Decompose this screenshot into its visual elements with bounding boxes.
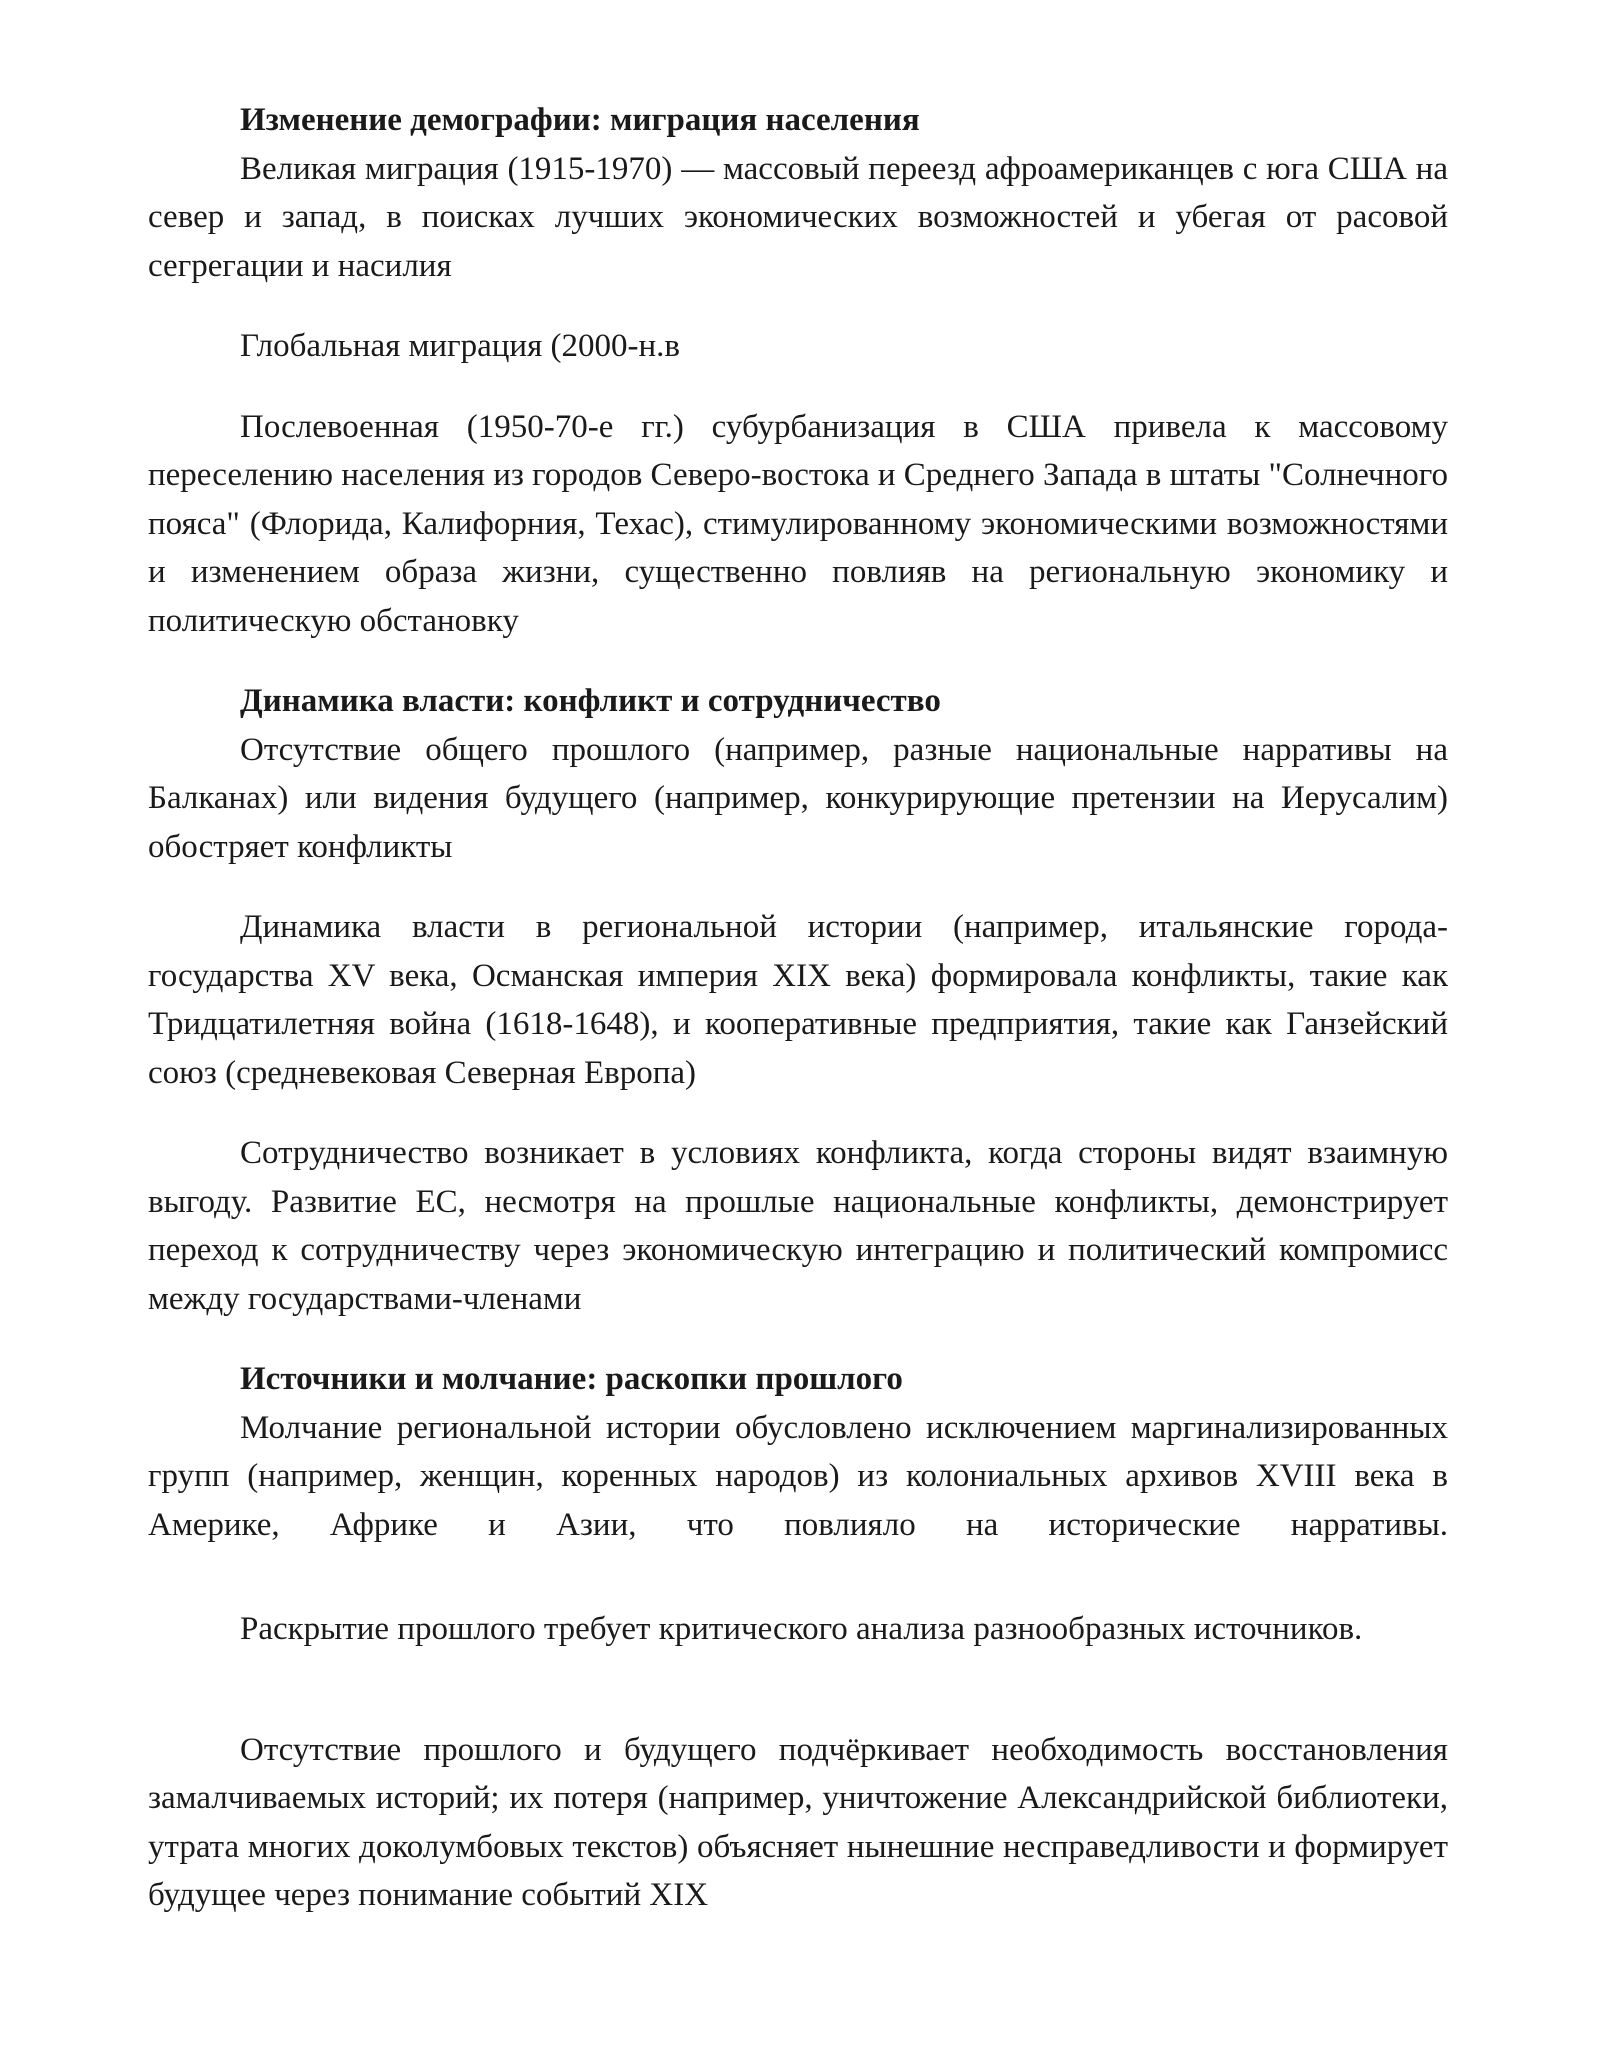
paragraph: Великая миграция (1915-1970) — массовый переезд афроамериканцев с юга США на север и запад, в поисках лучших экономических возможностей и убегая от расовой сегрегации и насилия [148,150,1448,284]
section-heading: Динамика власти: конфликт и сотрудничество [240,683,941,719]
paragraph: Глобальная миграция (2000-н.в [240,328,680,364]
paragraph: Раскрытие прошлого требует критического анализа разнообразных источников. [240,1611,1363,1647]
paragraph: Молчание региональной истории обусловлено исключением маргинализированных групп (например, женщин, коренных народов) из колониальных архивов XVIII века в Америке, Африке и Азии, что повлияло на исторические нарративы. [148,1409,1448,1543]
paragraph: Послевоенная (1950-70-е гг.) субурбанизация в США привела к массовому переселению населения из городов Северо-востока и Среднего Запада в штаты "Солнечного пояса" (Флорида, Калифорния, Техас), стимулированному экономическими возможностями и изменением образа жизни, существенно повлияв на региональную экономику и политическую обстановку [148,408,1448,639]
paragraph: Динамика власти в региональной истории (например, итальянские города-государства XV века, Османская империя XIX века) формировала конфликты, такие как Тридцатилетняя война (1618-1648), и кооперативные предприятия, такие как Ганзейский союз (средневековая Северная Европа) [148,909,1448,1091]
section-heading: Изменение демографии: миграция населения [240,102,920,138]
document-body [148,96,1448,1920]
paragraph: Отсутствие прошлого и будущего подчёркивает необходимость восстановления замалчиваемых историй; их потеря (например, уничтожение Александрийской библиотеки, утрата многих доколумбовых текстов) объясняет нынешние несправедливости и формирует будущее через понимание событий XIX [148,1731,1448,1913]
paragraph: Отсутствие общего прошлого (например, разные национальные нарративы на Балканах) или видения будущего (например, конкурирующие претензии на Иерусалим) обостряет конфликты [148,731,1448,865]
section-heading: Источники и молчание: раскопки прошлого [240,1361,903,1397]
paragraph: Сотрудничество возникает в условиях конфликта, когда стороны видят взаимную выгоду. Развитие ЕС, несмотря на прошлые национальные конфликты, демонстрирует переход к сотрудничеству через экономическую интеграцию и политический компромисс между государствами-членами [148,1135,1448,1317]
